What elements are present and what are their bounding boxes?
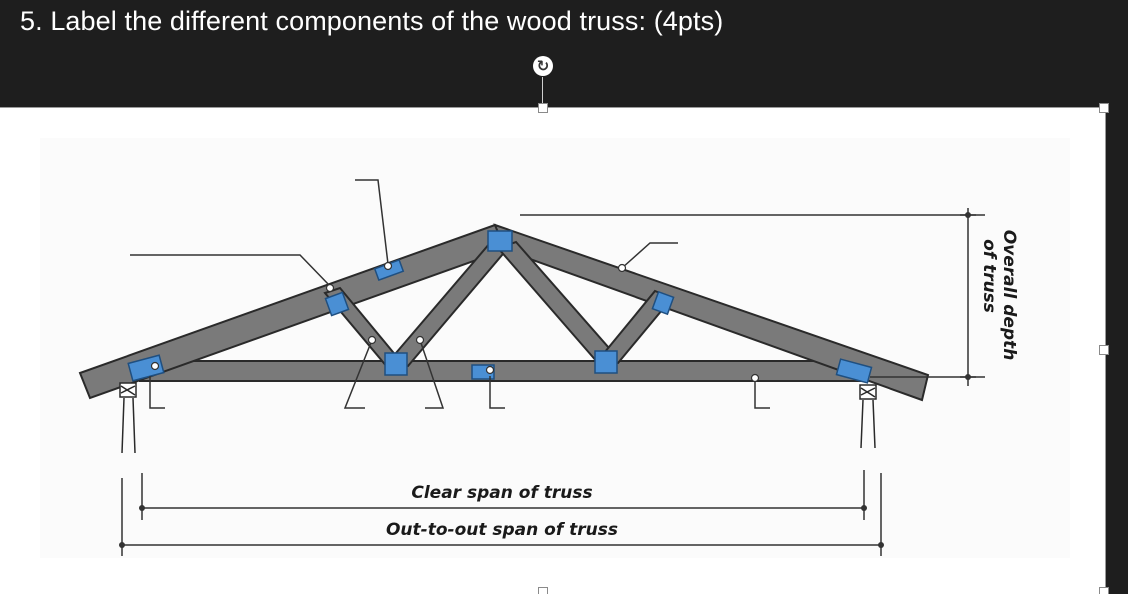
truss-diagram [0, 108, 1105, 594]
overall-depth-label-line2: of truss [979, 239, 999, 313]
gusset-plate-bottom-left [385, 353, 407, 375]
clear-span-tick-left [139, 505, 145, 511]
depth-tick-top [965, 212, 971, 218]
out-to-out-tick-left [119, 542, 125, 548]
resize-handle-top-center-icon[interactable] [538, 103, 548, 113]
out-to-out-span-label: Out-to-out span of truss [385, 520, 619, 540]
resize-handle-top-right-icon[interactable] [1099, 103, 1109, 113]
overall-depth-label-line1: Overall depth [999, 229, 1019, 361]
truss-image[interactable] [0, 108, 1105, 594]
rotate-handle-stem [542, 77, 543, 103]
gusset-plate-bottom-right [595, 351, 617, 373]
rotate-handle-icon[interactable]: ↻ [533, 56, 553, 76]
clear-span-tick-right [861, 505, 867, 511]
resize-handle-middle-right-icon[interactable] [1099, 345, 1109, 355]
gusset-plate-peak [488, 231, 512, 251]
question-text: 5. Label the different components of the wood truss: (4pts) [20, 6, 724, 36]
resize-handle-bottom-right-icon[interactable] [1099, 587, 1109, 594]
clear-span-label: Clear span of truss [411, 483, 593, 503]
out-to-out-tick-right [878, 542, 884, 548]
resize-handle-bottom-center-icon[interactable] [538, 587, 548, 594]
depth-tick-bottom [965, 374, 971, 380]
